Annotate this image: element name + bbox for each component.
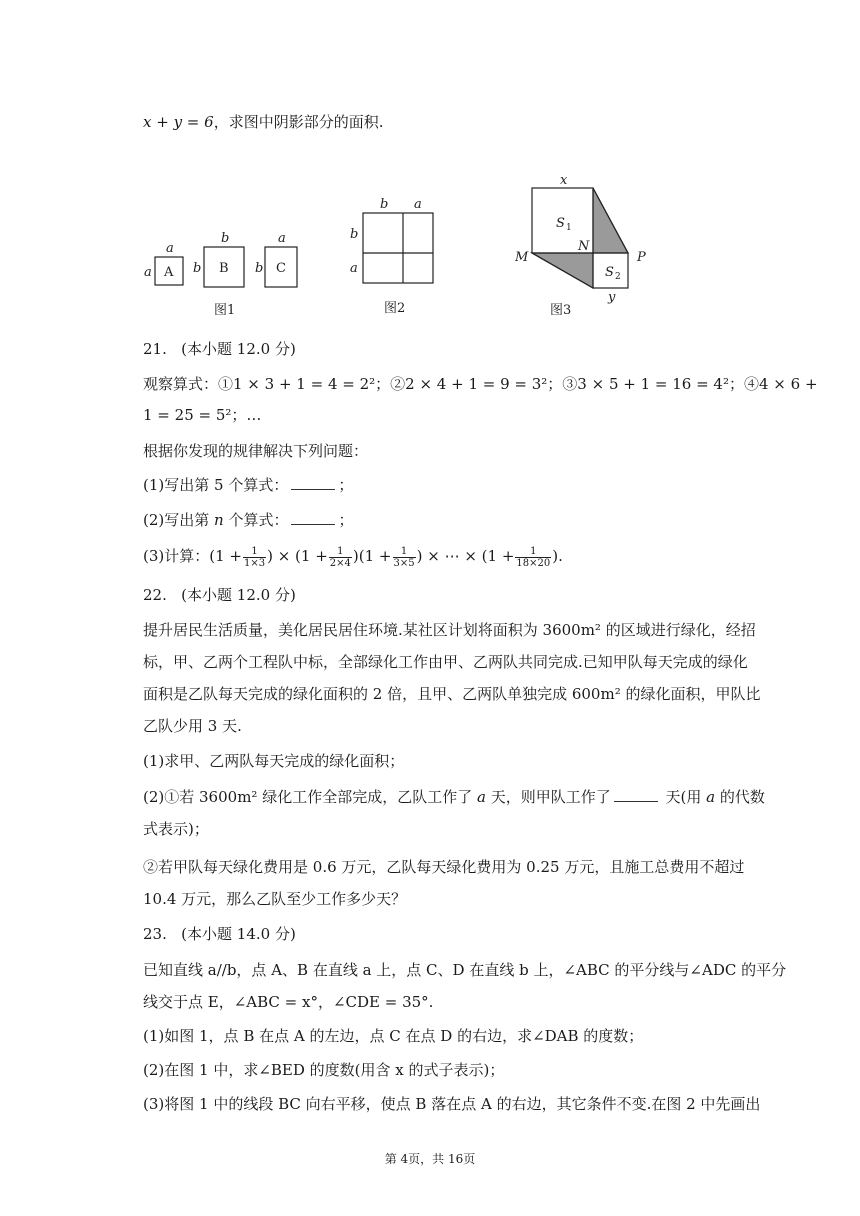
q22-part2a-end: 的代数 — [715, 788, 765, 806]
fig3-label-M: M — [515, 250, 529, 265]
q22-part2a — [143, 787, 765, 807]
q21-part2 — [143, 510, 354, 530]
q22-part2a-var: a — [476, 788, 486, 806]
fig3-label-x: x — [560, 175, 568, 188]
q22-header — [143, 585, 296, 605]
q22-part2a-blank[interactable] — [614, 787, 658, 802]
fig1-label-a-left: a — [144, 265, 152, 280]
q22-line4: 乙队少用 3 天. — [143, 717, 242, 735]
fig2-label-b-left: b — [350, 227, 359, 242]
fig2-label-a-top: a — [414, 197, 422, 212]
fig1-label-C: C — [276, 261, 286, 276]
q23-number: 23. — [143, 925, 167, 943]
fig3-label-P: P — [637, 250, 646, 265]
q21-part2-suffix: ； — [338, 511, 354, 529]
fig3-label-N: N — [578, 239, 590, 254]
q21-frac4: $\frac{1}{18\times 20}$ — [516, 545, 551, 569]
q21-header — [143, 339, 296, 359]
fig2-caption: 图2 — [384, 301, 406, 315]
q22-part2b-line2: 10.4 万元，那么乙队至少工作多少天？ — [143, 890, 407, 908]
fig1-label-b-top: b — [221, 231, 230, 246]
fig1-label-a-top-c: a — [278, 231, 286, 246]
q23-part2: (2)在图 1 中，求∠BED 的度数(用含 x 的式子表示)； — [143, 1061, 505, 1079]
fig3-label-S1-sub: 1 — [566, 223, 572, 233]
q21-frac1: $\frac{1}{1\times 3}$ — [243, 545, 266, 569]
q23-score: (本小题 14.0 分) — [181, 925, 296, 943]
q23-part3: (3)将图 1 中的线段 BC 向右平移，使点 B 落在点 A 的右边，其它条件不变.在图 2 中先画出 — [143, 1095, 761, 1113]
q22-part1: (1)求甲、乙两队每天完成的绿化面积； — [143, 752, 405, 770]
q21-part3: (3)计算：(1 + $\frac{1}{1\times 3}$ ) × (1 + $\frac{1}{2\times 4}$ )(1 + $\frac{1}{3\times 5}$ ) × ⋯ × (1 + $\frac{1}{18\times 20}$ ). — [143, 545, 563, 569]
fig1-caption: 图1 — [214, 303, 236, 315]
q23-line1: 已知直线 a//b，点 A、B 在直线 a 上，点 C、D 在直线 b 上，∠ABC 的平分线与∠ADC 的平分 — [143, 961, 787, 979]
fig2-label-a-left: a — [350, 261, 358, 276]
q21-score: (本小题 12.0 分) — [181, 340, 296, 358]
fig3-label-S2: S — [605, 265, 614, 280]
q23-line2: 线交于点 E，∠ABC = x°，∠CDE = 35°. — [143, 993, 434, 1011]
q22-score: (本小题 12.0 分) — [181, 586, 296, 604]
q22-line1: 提升居民生活质量，美化居民居住环境.某社区计划将面积为 3600m² 的区域进行绿化，经招 — [143, 621, 756, 639]
fig1-label-b-left-c: b — [255, 261, 264, 276]
q21-part2-var: n — [214, 511, 224, 529]
fig2-outer — [363, 213, 433, 283]
q21-frac2: $\frac{1}{2\times 4}$ — [329, 545, 351, 569]
q22-line2: 标，甲、乙两个工程队中标，全部绿化工作由甲、乙两队共同完成.已知甲队每天完成的绿化 — [143, 653, 748, 671]
q22-part2b-line1: ②若甲队每天绿化费用是 0.6 万元，乙队每天绿化费用为 0.25 万元，且施工总费用不超过 — [143, 858, 745, 876]
fig1-label-b-left: b — [193, 261, 202, 276]
q21-number: 21. — [143, 340, 167, 358]
q21-part2-blank[interactable] — [291, 510, 335, 525]
q21-part1 — [143, 475, 353, 495]
q21-line1: 观察算式：①1 × 3 + 1 = 4 = 2²；②2 × 4 + 1 = 9 = 3²；③3 × 5 + 1 = 16 = 4²；④4 × 6 + — [143, 375, 818, 393]
fig3-label-S1: S — [556, 216, 565, 231]
q22-part2a-prefix: (2)①若 3600m² 绿化工作全部完成，乙队工作了 — [143, 788, 477, 806]
q22-part2a-suffix: 天(用 — [660, 788, 707, 806]
page-footer: 第 4页，共 16页 — [384, 1152, 476, 1166]
fig2-label-b-top: b — [380, 197, 389, 212]
fig1-label-a-top: a — [166, 241, 174, 256]
q22-line3: 面积是乙队每天完成的绿化面积的 2 倍，且甲、乙两队单独完成 600m² 的绿化面积，甲队比 — [143, 685, 761, 703]
q23-part1: (1)如图 1，点 B 在点 A 的左边，点 C 在点 D 的右边，求∠DAB 的度数； — [143, 1027, 644, 1045]
fig3-caption: 图3 — [550, 303, 572, 315]
fig1-label-B: B — [219, 261, 229, 276]
q22-part2a-var2: a — [706, 788, 716, 806]
q21-part1-blank[interactable] — [291, 475, 335, 490]
intro-line — [143, 112, 383, 132]
q22-part2a-mid: 天，则甲队工作了 — [485, 788, 611, 806]
q21-part2-prefix: (2)写出第 — [143, 511, 215, 529]
q22-part2a-line2: 式表示)； — [143, 820, 209, 838]
q21-line3: 根据你发现的规律解决下列问题： — [143, 442, 369, 460]
q21-part1-prefix: (1)写出第 5 个算式： — [143, 476, 289, 494]
figures-svg — [0, 175, 860, 315]
q21-part3-prefix: (3)计算： — [143, 547, 210, 565]
fig1-label-A: A — [164, 265, 174, 280]
q21-part2-mid: 个算式： — [223, 511, 289, 529]
fig3-label-S2-sub: 2 — [615, 272, 621, 282]
fig3-label-y: y — [608, 290, 616, 305]
q21-part1-suffix: ； — [338, 476, 354, 494]
q23-header — [143, 924, 296, 944]
intro-formula: x + y = 6 — [143, 113, 214, 131]
q21-line2: 1 = 25 = 5²；… — [143, 406, 262, 424]
intro-text: ，求图中阴影部分的面积. — [213, 113, 384, 131]
q21-frac3: $\frac{1}{3\times 5}$ — [393, 545, 415, 569]
q22-number: 22. — [143, 586, 167, 604]
